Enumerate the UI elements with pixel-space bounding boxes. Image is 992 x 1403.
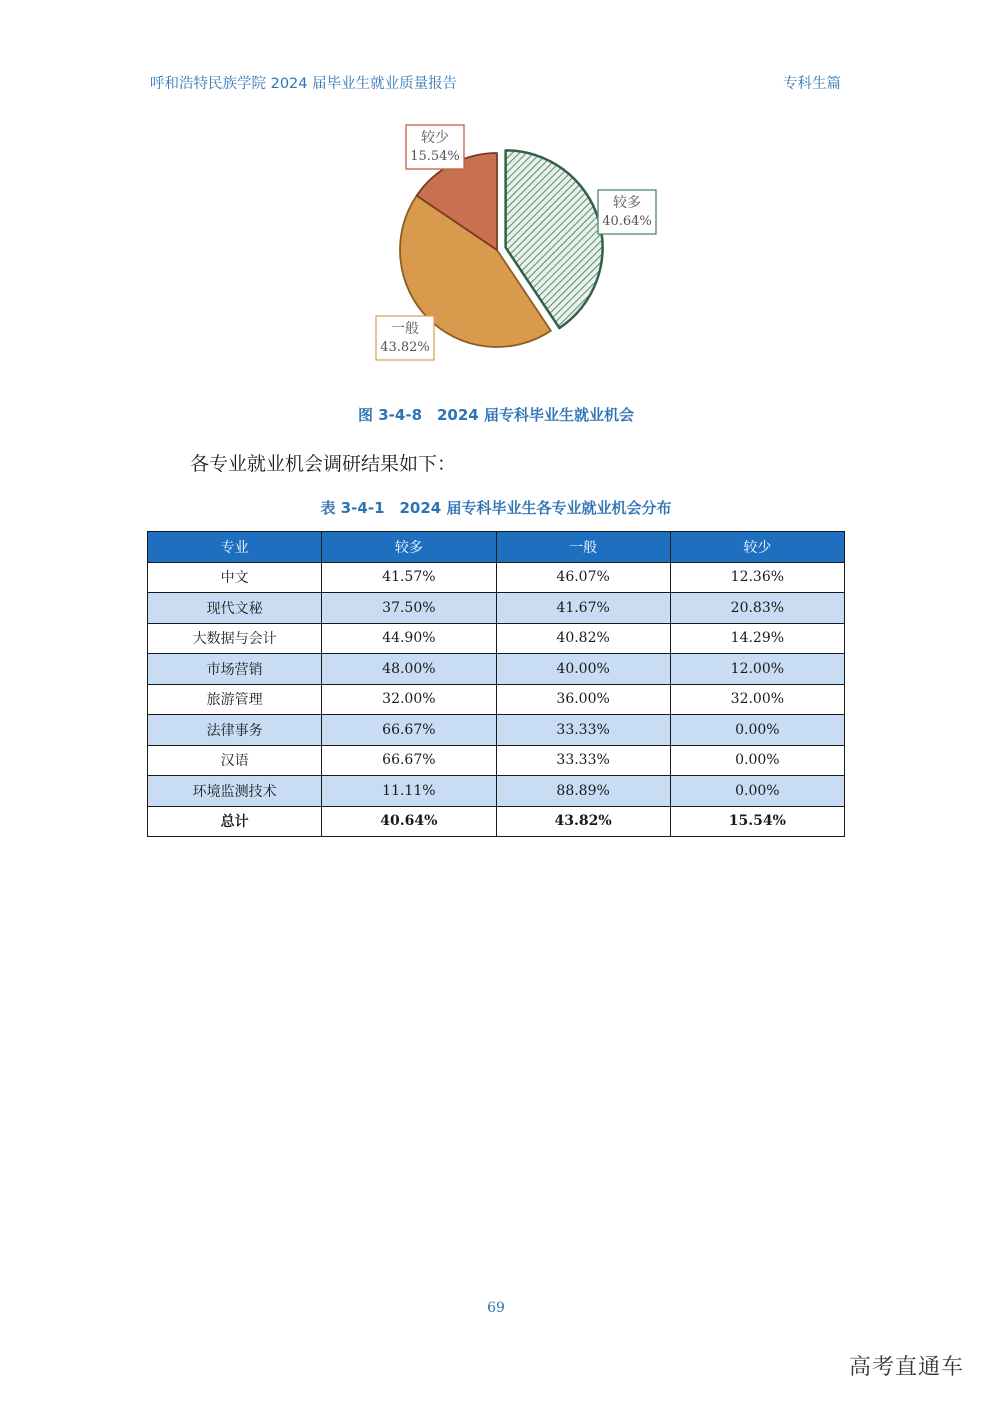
pie-label-category: 较少 bbox=[421, 130, 449, 146]
cell-more: 44.90% bbox=[322, 623, 496, 654]
pie-label-category: 较多 bbox=[613, 195, 641, 211]
cell-average: 40.00% bbox=[496, 654, 670, 685]
table-row bbox=[148, 562, 845, 593]
pie-chart bbox=[0, 0, 992, 400]
watermark: 高考直通车 bbox=[848, 1355, 964, 1380]
cell-less: 20.83% bbox=[670, 593, 844, 624]
figure-caption: 图 3-4-8 2024 届专科毕业生就业机会 bbox=[358, 406, 634, 424]
cell-more: 41.57% bbox=[322, 562, 496, 593]
cell-less: 12.36% bbox=[670, 562, 844, 593]
cell-major: 旅游管理 bbox=[148, 684, 322, 715]
header-less: 较少 bbox=[670, 532, 844, 563]
cell-average: 33.33% bbox=[496, 715, 670, 746]
cell-more: 11.11% bbox=[322, 776, 496, 807]
cell-more: 48.00% bbox=[322, 654, 496, 685]
page-number: 69 bbox=[487, 1300, 505, 1316]
table-row bbox=[148, 745, 845, 776]
cell-less: 0.00% bbox=[670, 776, 844, 807]
cell-major: 环境监测技术 bbox=[148, 776, 322, 807]
cell-average: 36.00% bbox=[496, 684, 670, 715]
cell-less: 0.00% bbox=[670, 745, 844, 776]
cell-major: 市场营销 bbox=[148, 654, 322, 685]
pie-label-2 bbox=[376, 316, 434, 360]
cell-more: 66.67% bbox=[322, 715, 496, 746]
distribution-table bbox=[147, 531, 845, 837]
pie-label-1 bbox=[598, 190, 656, 234]
pie-label-percent: 40.64% bbox=[602, 214, 652, 229]
table-caption: 表 3-4-1 2024 届专科毕业生各专业就业机会分布 bbox=[320, 499, 672, 517]
cell-less: 12.00% bbox=[670, 654, 844, 685]
cell-major: 大数据与会计 bbox=[148, 623, 322, 654]
table-row bbox=[148, 776, 845, 807]
cell-average: 88.89% bbox=[496, 776, 670, 807]
pie-label-3 bbox=[406, 125, 464, 169]
header-report-title: 呼和浩特民族学院 2024 届毕业生就业质量报告 bbox=[150, 76, 458, 92]
table-row bbox=[148, 684, 845, 715]
cell-total-less: 15.54% bbox=[670, 806, 844, 837]
table-row bbox=[148, 593, 845, 624]
table-row bbox=[148, 623, 845, 654]
cell-average: 40.82% bbox=[496, 623, 670, 654]
pie-label-category: 一般 bbox=[391, 321, 419, 337]
table-header-row bbox=[148, 532, 845, 563]
cell-major: 中文 bbox=[148, 562, 322, 593]
header-section-title: 专科生篇 bbox=[783, 76, 841, 92]
cell-major: 汉语 bbox=[148, 745, 322, 776]
cell-average: 46.07% bbox=[496, 562, 670, 593]
cell-more: 37.50% bbox=[322, 593, 496, 624]
cell-more: 32.00% bbox=[322, 684, 496, 715]
body-paragraph: 各专业就业机会调研结果如下： bbox=[190, 453, 457, 475]
cell-average: 33.33% bbox=[496, 745, 670, 776]
header-more: 较多 bbox=[322, 532, 496, 563]
cell-total-more: 40.64% bbox=[322, 806, 496, 837]
cell-major: 现代文秘 bbox=[148, 593, 322, 624]
cell-less: 0.00% bbox=[670, 715, 844, 746]
table-total-row bbox=[148, 806, 845, 837]
pie-chart-svg bbox=[0, 0, 992, 400]
pie-label-percent: 43.82% bbox=[380, 340, 430, 355]
cell-total-label: 总计 bbox=[148, 806, 322, 837]
cell-less: 32.00% bbox=[670, 684, 844, 715]
table-row bbox=[148, 654, 845, 685]
pie-label-percent: 15.54% bbox=[410, 149, 460, 164]
header-average: 一般 bbox=[496, 532, 670, 563]
cell-more: 66.67% bbox=[322, 745, 496, 776]
cell-total-average: 43.82% bbox=[496, 806, 670, 837]
cell-less: 14.29% bbox=[670, 623, 844, 654]
table-row bbox=[148, 715, 845, 746]
cell-major: 法律事务 bbox=[148, 715, 322, 746]
header-major: 专业 bbox=[148, 532, 322, 563]
cell-average: 41.67% bbox=[496, 593, 670, 624]
